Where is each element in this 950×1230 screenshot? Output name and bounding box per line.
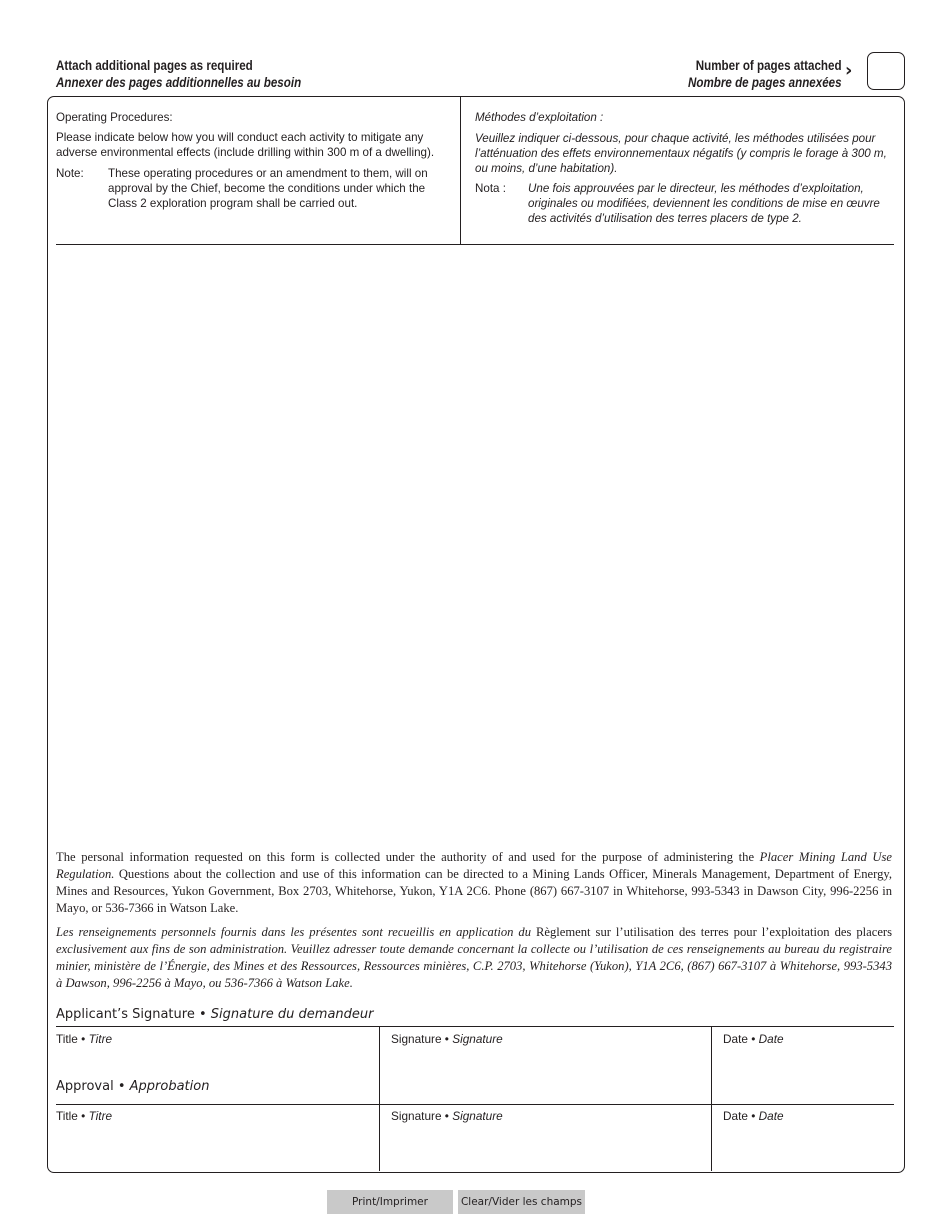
- privacy-fr-part1: Les renseignements personnels fournis dans les présentes sont recueillis en application du: [56, 925, 536, 939]
- applicant-signature-fr: Signature: [452, 1032, 503, 1046]
- approval-heading-fr: Approbation: [129, 1079, 210, 1094]
- approval-signature-field[interactable]: [382, 1126, 708, 1166]
- privacy-fr-part2: exclusivement aux fins de son administration. Veuillez adresser toute demande concernant la collecte ou l’utilisation de ces renseignements au bureau du registraire minier, ministère de l’Énergie, des Mines et des Ressources, Ressources minières, C.P. 2703, Whitehorse (Yukon), Y1A 2C6, (867) 667-3107 à Whitehorse, 993-5343 à Dawson, 996-2256 à Mayo, ou 536-7366 à Watson Lake.: [56, 942, 892, 990]
- privacy-notice-fr: [56, 924, 892, 992]
- procedures-title-fr: Méthodes d’exploitation :: [475, 111, 604, 124]
- privacy-en-part2: Questions about the collection and use of this information can be directed to a Mining Lands Officer, Minerals Management, Department of Energy, Mines and Resources, Yukon Government, Box 2703, Whitehorse, Yukon, Y1A 2C6. Phone (867) 667-3107 in Whitehorse, 993-5343 in Dawson City, 996-2256 in Mayo, or 536-7366 in Watson Lake.: [56, 867, 892, 915]
- approval-signature-fr: Signature: [452, 1109, 503, 1123]
- procedures-note-label-fr: Nota :: [475, 182, 506, 195]
- chevron-right-icon: ›: [845, 60, 853, 81]
- procedures-instructions-fr: Veuillez indiquer ci-dessous, pour chaque activité, les méthodes utilisées pour l’atténuation des effets environnementaux négatifs (y compris le forage à 300 m, ou moins, d’une habitation).: [475, 132, 887, 175]
- applicant-signature-label: [391, 1032, 503, 1046]
- applicant-title-field[interactable]: [56, 1048, 376, 1076]
- procedures-rule: [56, 244, 894, 245]
- clear-fields-button[interactable]: Clear/Vider les champs: [458, 1190, 585, 1214]
- pages-attached-label-fr: Nombre de pages annexées: [688, 75, 842, 90]
- bullet: •: [444, 1109, 449, 1123]
- procedures-note-text-fr: Une fois approuvées par le directeur, les méthodes d’exploitation, originales ou modifiées, deviennent les conditions de mise en œuvre des activités d’utilisation des terres placers de type 2.: [528, 182, 880, 225]
- privacy-en-regulation: Placer Mining Land Use Regulation.: [56, 850, 892, 881]
- privacy-fr-regulation: Règlement sur l’utilisation des terres pour l’exploitation des placers: [536, 925, 893, 939]
- column-divider: [460, 97, 461, 244]
- print-button[interactable]: Print/Imprimer: [327, 1190, 453, 1214]
- applicant-date-en: Date: [723, 1032, 748, 1046]
- approval-heading-en: Approval: [56, 1079, 114, 1094]
- bullet: •: [81, 1109, 86, 1123]
- approval-signature-en: Signature: [391, 1109, 442, 1123]
- approval-title-fr: Titre: [88, 1109, 113, 1123]
- applicant-signature-heading: [56, 1007, 374, 1022]
- applicant-date-field[interactable]: [714, 1048, 894, 1102]
- approval-date-field[interactable]: [714, 1126, 894, 1166]
- procedures-note-label-en: Note:: [56, 167, 84, 180]
- approval-title-label: [56, 1109, 112, 1123]
- applicant-date-label: [723, 1032, 784, 1046]
- applicant-signature-field[interactable]: [382, 1048, 708, 1102]
- privacy-en-part1: The personal information requested on this form is collected under the authority of and used for the purpose of administering the: [56, 850, 760, 864]
- attach-pages-label-en: Attach additional pages as required: [56, 58, 253, 73]
- applicant-rule: [56, 1026, 894, 1027]
- approval-signature-label: [391, 1109, 503, 1123]
- attach-pages-label-fr: Annexer des pages additionnelles au besoin: [56, 75, 302, 90]
- approval-title-field[interactable]: [56, 1126, 376, 1166]
- privacy-notice-en: [56, 849, 892, 917]
- approval-date-en: Date: [723, 1109, 748, 1123]
- date-column-divider: [711, 1027, 712, 1171]
- bullet: •: [444, 1032, 449, 1046]
- approval-title-en: Title: [56, 1109, 78, 1123]
- procedures-title-en: Operating Procedures:: [56, 111, 173, 124]
- applicant-title-fr: Titre: [88, 1032, 113, 1046]
- bullet: •: [751, 1032, 756, 1046]
- applicant-heading-fr: Signature du demandeur: [210, 1007, 374, 1022]
- approval-rule: [56, 1104, 894, 1105]
- applicant-title-label: [56, 1032, 112, 1046]
- procedures-instructions-en: [56, 130, 458, 160]
- approval-date-label: [723, 1109, 784, 1123]
- pages-attached-label-en: Number of pages attached: [696, 58, 842, 73]
- applicant-heading-en: Applicant’s Signature: [56, 1007, 195, 1022]
- approval-date-fr: Date: [758, 1109, 784, 1123]
- pages-attached-input[interactable]: [867, 52, 905, 90]
- approval-heading: [56, 1079, 209, 1094]
- applicant-title-en: Title: [56, 1032, 78, 1046]
- operating-procedures-response-field[interactable]: [56, 250, 894, 835]
- applicant-date-fr: Date: [758, 1032, 784, 1046]
- bullet: •: [198, 1007, 207, 1022]
- procedures-note-text-en: These operating procedures or an amendment to them, will on approval by the Chief, become the conditions under which the Class 2 exploration program shall be carried out.: [108, 167, 428, 210]
- bullet: •: [117, 1079, 126, 1094]
- applicant-signature-en: Signature: [391, 1032, 442, 1046]
- bullet: •: [751, 1109, 756, 1123]
- procedures-instructions-en-text: Please indicate below how you will conduct each activity to mitigate any adverse environmental effects (include drilling within 300 m of a dwelling).: [56, 131, 435, 159]
- bullet: •: [81, 1032, 86, 1046]
- signature-column-divider: [379, 1027, 380, 1171]
